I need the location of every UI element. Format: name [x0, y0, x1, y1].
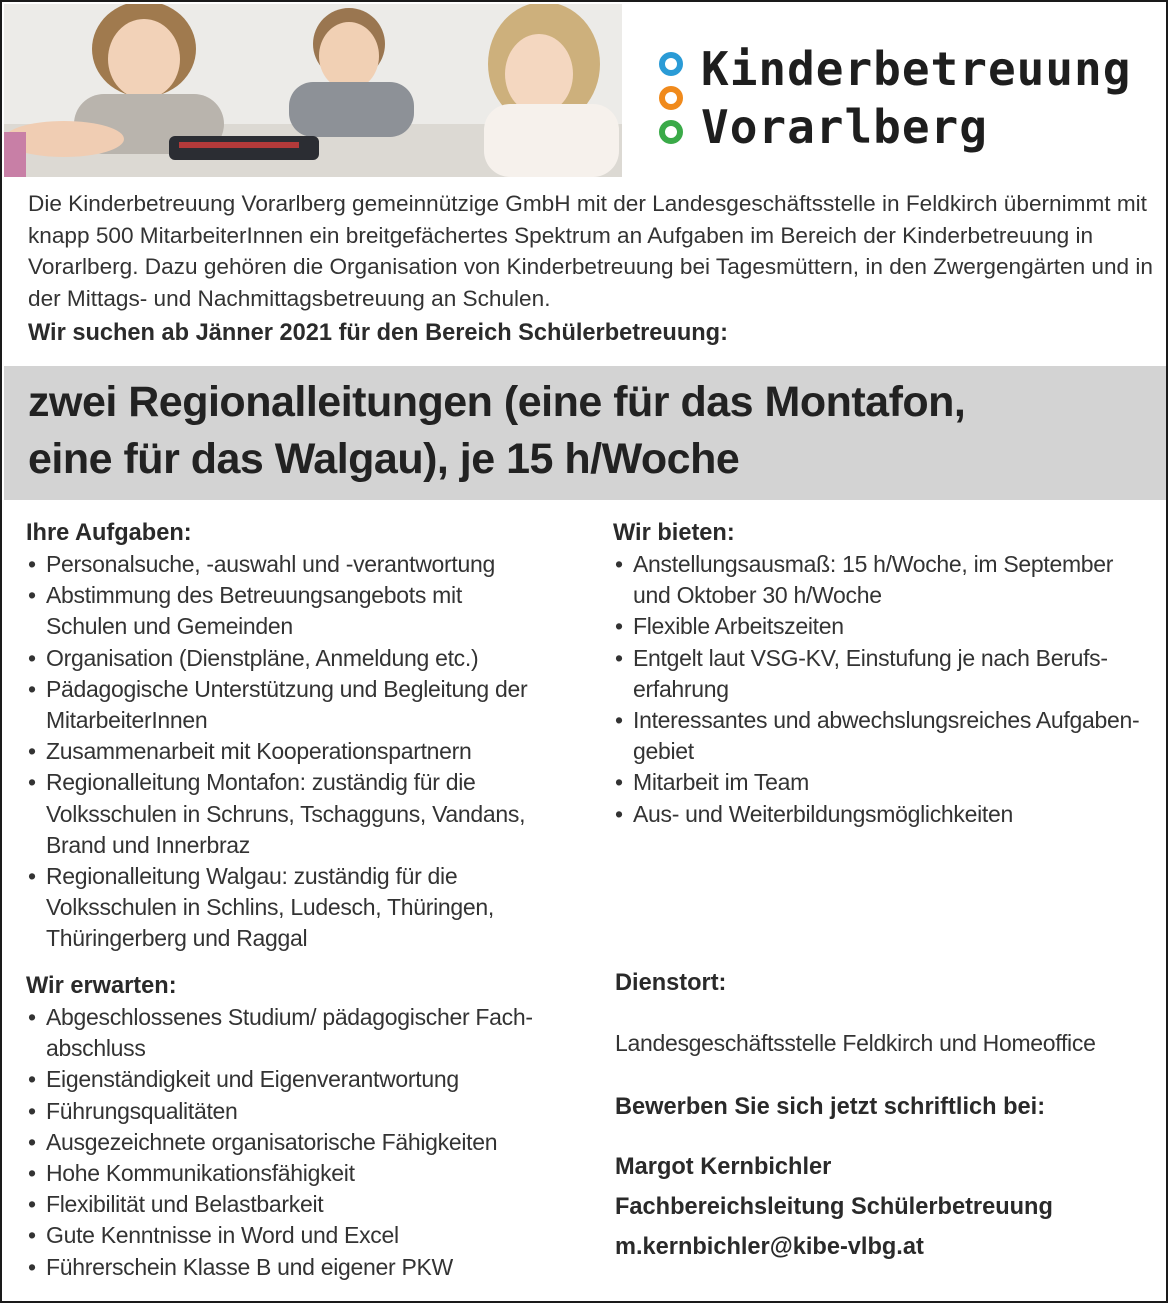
brand-logo [657, 42, 1147, 157]
contact-email-link[interactable]: m.kernbichler@kibe-vlbg.at [615, 1234, 924, 1260]
logo-dots-icon [657, 50, 693, 150]
contact-section [615, 968, 1155, 1267]
list-item: • Hohe Kommunikationsfähigkeit [26, 1158, 566, 1189]
list-item: • Zusammenarbeit mit Kooperationspartnern [26, 736, 566, 767]
list-item: • Pädagogische Unterstützung und Begleitung der MitarbeiterInnen [26, 674, 546, 736]
list-item: • Aus- und Weiterbildungsmöglichkeiten [613, 799, 1153, 830]
list-item: • Abstimmung des Betreuungsangebots mit Schulen und Gemeinden [26, 580, 496, 642]
list-item: • Abgeschlossenes Studium/ pädagogischer Fach-abschluss [26, 1002, 536, 1064]
list-item: • Führungsqualitäten [26, 1096, 566, 1127]
logo-text-line1: Kinderbetreuung [701, 42, 1132, 96]
list-item: • Gute Kenntnisse in Word und Excel [26, 1220, 566, 1251]
list-item: • Flexibilität und Belastbarkeit [26, 1189, 566, 1220]
position-title-band [4, 366, 1166, 500]
list-item: • Ausgezeichnete organisatorische Fähigkeiten [26, 1127, 566, 1158]
list-item: • Eigenständigkeit und Eigenverantwortung [26, 1064, 566, 1095]
list-item: • Anstellungsausmaß: 15 h/Woche, im September und Oktober 30 h/Woche [613, 549, 1133, 611]
list-item: • Flexible Arbeitszeiten [613, 611, 1153, 642]
intro-paragraph: Die Kinderbetreuung Vorarlberg gemeinnützige GmbH mit der Landesgeschäftsstelle in Feldkirch übernimmt mit knapp 500 MitarbeiterInnen ein breitgefächertes Spektrum an Aufgaben im Bereich der Kinderbetreuung in Vorarlberg. Dazu gehören die Organisation von Kinderbetreuung bei Tagesmüttern, in den Zwergengärten und in der Mittags- und Nachmittagsbetreuung an Schulen. [28, 191, 1153, 311]
expect-list [26, 1002, 566, 1283]
position-title-line2: eine für das Walgau), je 15 h/Woche [28, 435, 740, 483]
contact-name: Margot Kernbichler [615, 1154, 832, 1180]
offer-list [613, 549, 1153, 830]
offer-section [613, 518, 1153, 830]
position-title-line1: zwei Regionalleitungen (eine für das Montafon, [28, 378, 966, 426]
children-photo [4, 4, 622, 177]
logo-text-line2: Vorarlberg [701, 100, 988, 154]
list-item: • Regionalleitung Walgau: zuständig für die Volksschulen in Schlins, Ludesch, Thüringen, Thüringerberg und Raggal [26, 861, 506, 955]
expect-section [26, 971, 566, 1283]
tasks-heading: Ihre Aufgaben: [26, 520, 192, 546]
contact-role: Fachbereichsleitung Schülerbetreuung [615, 1194, 1053, 1220]
tasks-list [26, 549, 566, 955]
list-item: • Interessantes und abwechslungsreiches Aufgaben-gebiet [613, 705, 1143, 767]
list-item: • Personalsuche, -auswahl und -verantwortung [26, 549, 566, 580]
list-item: • Mitarbeit im Team [613, 767, 1153, 798]
location-heading: Dienstort: [615, 970, 727, 996]
list-item: • Organisation (Dienstpläne, Anmeldung etc.) [26, 643, 566, 674]
children-illustration [4, 4, 622, 177]
list-item: • Führerschein Klasse B und eigener PKW [26, 1252, 566, 1283]
location-text: Landesgeschäftsstelle Feldkirch und Homeoffice [615, 1030, 1096, 1056]
search-line: Wir suchen ab Jänner 2021 für den Bereich Schülerbetreuung: [28, 320, 728, 346]
list-item: • Regionalleitung Montafon: zuständig für die Volksschulen in Schruns, Tschagguns, Vandans, Brand und Innerbraz [26, 767, 526, 861]
position-title [28, 374, 1148, 488]
offer-heading: Wir bieten: [613, 520, 735, 546]
tasks-section [26, 518, 566, 955]
apply-heading: Bewerben Sie sich jetzt schriftlich bei: [615, 1094, 1046, 1120]
list-item: • Entgelt laut VSG-KV, Einstufung je nach Berufs-erfahrung [613, 643, 1113, 705]
expect-heading: Wir erwarten: [26, 973, 177, 999]
